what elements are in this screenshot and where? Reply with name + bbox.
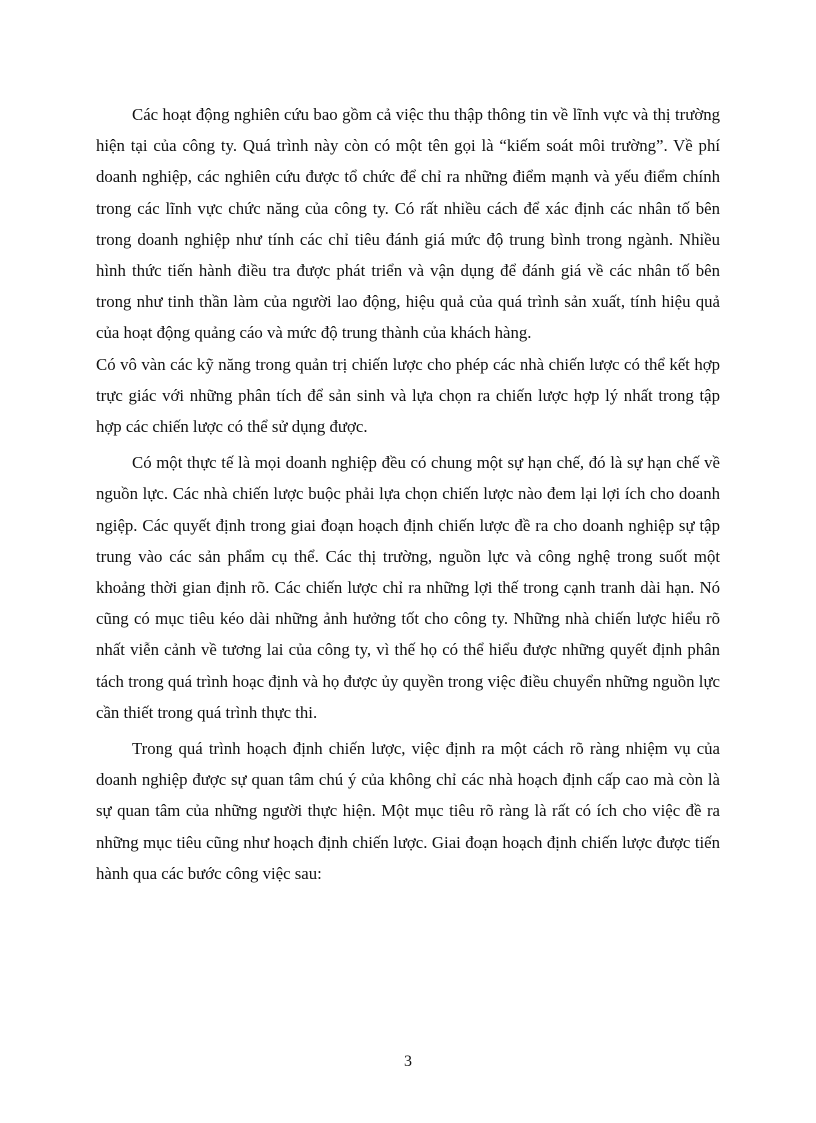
paragraph-resources: Có một thực tế là mọi doanh nghiệp đều có chung một sự hạn chế, đó là sự hạn chế về nguồn lực. Các nhà chiến lược buộc phải lựa chọn chiến lược nào đem lại lợi ích cho doanh ngiệp. Các quyết định trong giai đoạn hoạch định chiến lược đề ra cho doanh nghiệp sự tập trung vào các sản phẩm cụ thể. Các thị trường, nguồn lực và công nghệ trong suốt một khoảng thời gian định rõ. Các chiến lược chỉ ra những lợi thế trong cạnh tranh dài hạn. Nó cũng có mục tiêu kéo dài những ảnh hưởng tốt cho công ty. Những nhà chiến lược hiểu rõ nhất viễn cảnh về tương lai của công ty, vì thế họ có thể hiểu được những quyết định phân tách trong quá trình hoạc định và họ được ủy quyền trong việc điều chuyển những nguồn lực cần thiết trong quá trình thực thi. [96, 453, 720, 722]
paragraph-research: Các hoạt động nghiên cứu bao gồm cả việc thu thập thông tin về lĩnh vực và thị trường hiện tại của công ty. Quá trình này còn có một tên gọi là “kiếm soát môi trường”. Về phí doanh nghiệp, các nghiên cứu được tổ chức để chỉ ra những điểm mạnh và yếu điểm chính trong các lĩnh vực chức năng của công ty. Có rất nhiều cách để xác định các nhân tố bên trong doanh nghiệp như tính các chỉ tiêu đánh giá mức độ trung bình trong ngành. Nhiều hình thức tiến hành điều tra được phát triển và vận dụng để đánh giá về các nhân tố bên trong như tinh thần làm của người lao động, hiệu quả của quá trình sản xuất, tính hiệu quả của hoạt động quảng cáo và mức độ trung thành của khách hàng. [96, 105, 720, 343]
paragraph-mission: Trong quá trình hoạch định chiến lược, việc định ra một cách rõ ràng nhiệm vụ của doanh nghiệp được sự quan tâm chú ý của không chỉ các nhà hoạch định cấp cao mà còn là sự quan tâm của những người thực hiện. Một mục tiêu rõ ràng là rất có ích cho việc đề ra những mục tiêu cũng như hoạch định chiến lược. Giai đoạn hoạch định chiến lược được tiến hành qua các bước công việc sau: [96, 739, 720, 883]
page-number: 3 [404, 1053, 412, 1070]
paragraph-skills: Có vô vàn các kỹ năng trong quản trị chiến lược cho phép các nhà chiến lược có thể kết hợp trực giác với những phân tích để sản sinh và lựa chọn ra chiến lược hợp lý nhất trong tập hợp các chiến lược có thể sử dụng được. [96, 354, 720, 437]
page-body [96, 99, 720, 889]
